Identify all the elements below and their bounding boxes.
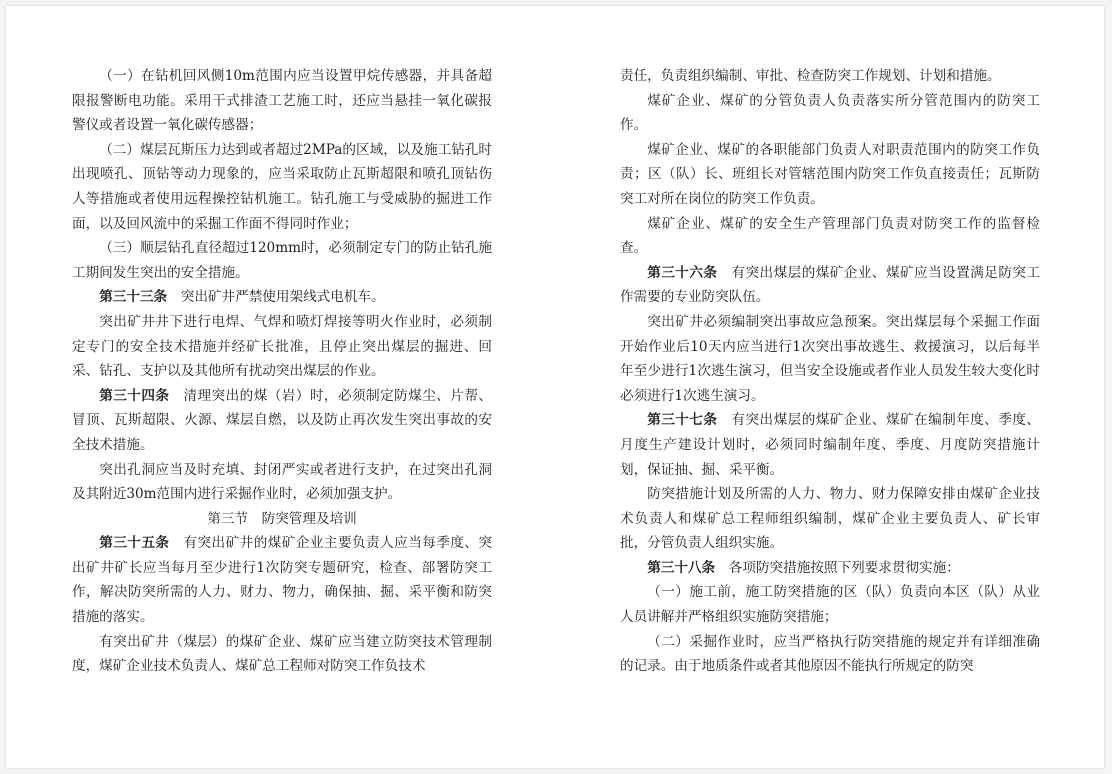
paragraph-continued: 责任，负责组织编制、审批、检查防突工作规划、计划和措施。 [620,68,1001,84]
article-title: 第三十四条 [99,387,170,404]
paragraph: 防突措施计划及所需的人力、物力、财力保障安排由煤矿企业技术负责人和煤矿总工程师组织编制，煤矿企业主要负责人、矿长审批，分管负责人组织实施。 [620,486,1040,552]
article-title: 第三十三条 [99,289,168,306]
paragraph: 煤矿企业、煤矿的分管负责人负责落实所分管范围内的防突工作。 [620,92,1040,134]
article-34 [72,384,492,458]
paragraph: （二）煤层瓦斯压力达到或者超过2MPa的区域，以及施工钻孔时出现喷孔、顶钻等动力现象的，应当采取防止瓦斯超限和喷孔顶钻伤人等措施或者使用远程操控钻机施工。钻孔施工与受威胁的掘进工作面，以及回风流中的采掘工作面不得同时作业； [72,141,492,232]
paragraph: 煤矿企业、煤矿的安全生产管理部门负责对防突工作的监督检查。 [620,215,1040,257]
article-text: 有突出煤层的煤矿企业、煤矿应当设置满足防突工作需要的专业防突队伍。 [620,264,1041,306]
article-38 [620,556,1040,581]
paragraph: 煤矿企业、煤矿的各职能部门负责人对职责范围内的防突工作负责；区（队）长、班组长对管辖范围内防突工作负直接责任；瓦斯防突工对所在岗位的防突工作负责。 [620,141,1040,207]
paragraph: 突出孔洞应当及时充填、封闭严实或者进行支护，在过突出孔洞及其附近30m范围内进行采掘作业时，必须加强支护。 [72,461,492,503]
article-text: 有突出煤层的煤矿企业、煤矿在编制年度、季度、月度生产建设计划时，必须同时编制年度、季度、月度防突措施计划，保证抽、掘、采平衡。 [620,412,1041,478]
article-title: 第三十六条 [647,264,718,281]
right-column [620,64,1040,679]
article-title: 第三十五条 [99,535,170,552]
paragraph: 有突出矿井（煤层）的煤矿企业、煤矿应当建立防突技术管理制度，煤矿企业技术负责人、煤矿总工程师对防突工作负技术 [72,633,492,675]
article-text: 各项防突措施按照下列要求贯彻实施： [728,559,960,576]
document-page [6,6,1104,768]
article-35 [72,531,492,629]
article-37 [620,408,1040,482]
article-33 [72,285,492,310]
article-title: 第三十八条 [647,559,716,576]
section-heading [72,507,492,532]
article-text: 突出矿井严禁使用架线式电机车。 [180,289,385,306]
left-column [72,64,492,679]
paragraph: 突出矿井井下进行电焊、气焊和喷灯焊接等明火作业时，必须制定专门的安全技术措施并经矿长批准，且停止突出煤层的掘进、回采、钻孔、支护以及其他所有扰动突出煤层的作业。 [72,313,492,380]
paragraph: 突出矿井必须编制突出事故应急预案。突出煤层每个采掘工作面开始作业后10天内应当进行1次突出事故逃生、救援演习，以后每半年至少进行1次逃生演习，但当安全设施或者作业人员发生较大变化时必须进行1次逃生演习。 [620,313,1040,404]
article-text: 清理突出的煤（岩）时，必须制定防煤尘、片帮、冒顶、瓦斯超限、火源、煤层自燃，以及防止再次发生突出事故的安全技术措施。 [72,387,493,453]
paragraph: （二）采掘作业时，应当严格执行防突措施的规定并有详细准确的记录。由于地质条件或者其他原因不能执行所规定的防突 [620,633,1040,675]
section-name: 防突管理及培训 [261,510,357,527]
article-36 [620,261,1040,310]
article-text: 有突出矿井的煤矿企业主要负责人应当每季度、突出矿井矿长应当每月至少进行1次防突专题研究，检查、部署防突工作，解决防突所需的人力、财力、物力，确保抽、掘、采平衡和防突措施的落实。 [72,535,493,626]
paragraph: （三）顺层钻孔直径超过120mm时，必须制定专门的防止钻孔施工期间发生突出的安全措施。 [72,240,492,281]
paragraph: （一）施工前，施工防突措施的区（队）负责向本区（队）从业人员讲解并严格组织实施防突措施； [620,584,1040,626]
article-title: 第三十七条 [647,412,718,429]
section-number: 第三节 [207,510,249,527]
paragraph: （一）在钻机回风侧10m范围内应当设置甲烷传感器，并具备超限报警断电功能。采用干式排渣工艺施工时，还应当悬挂一氧化碳报警仪或者设置一氧化碳传感器； [72,68,492,134]
